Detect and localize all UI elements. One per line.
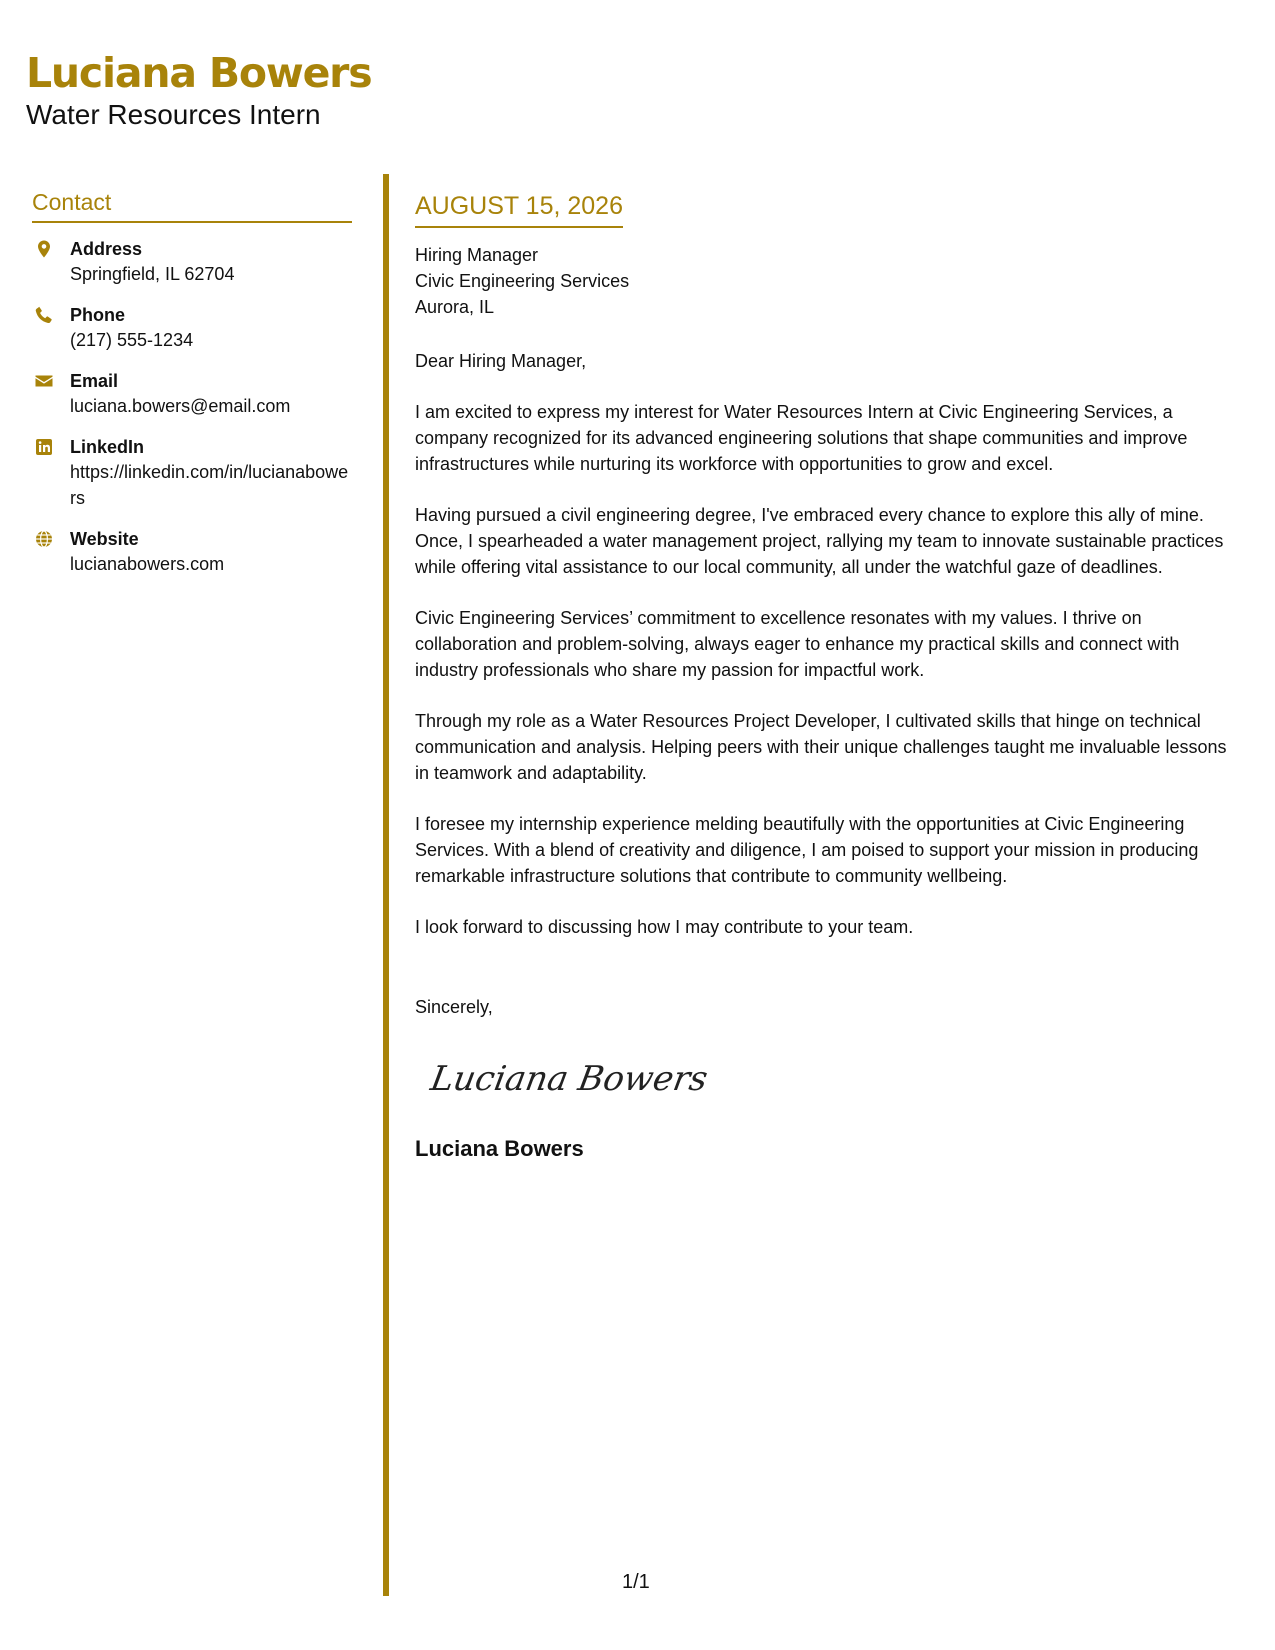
signature-text: Luciana Bowers (427, 1059, 711, 1099)
contact-item-linkedin (32, 435, 352, 511)
handwritten-signature (425, 1046, 711, 1106)
contact-item-address (32, 237, 352, 287)
phone-value: (217) 555-1234 (70, 330, 194, 350)
applicant-role: Water Resources Intern (26, 99, 321, 130)
salutation: Dear Hiring Manager, (415, 351, 587, 371)
contact-label: Email (70, 371, 119, 391)
recipient-company: Civic Engineering Services (415, 271, 630, 291)
globe-icon (34, 529, 54, 549)
contact-item-website (32, 527, 352, 577)
recipient-location: Aurora, IL (415, 297, 495, 317)
map-pin-icon (34, 239, 54, 259)
letter-paragraph: Through my role as a Water Resources Project Developer, I cultivated skills that hinge on technical communication and analysis. Helping peers with their unique challenges taught me invaluable lessons in teamwork and adaptability. (415, 711, 1227, 783)
letter-paragraph: Having pursued a civil engineering degree, I've embraced every chance to explore this ally of mine. Once, I spearheaded a water management project, rallying my team to innovate sustainable practices while offering vital assistance to our local community, all under the watchful gaze of deadlines. (415, 505, 1224, 577)
contact-label: LinkedIn (70, 437, 145, 457)
linkedin-icon (34, 437, 54, 457)
address-value: Springfield, IL 62704 (70, 264, 235, 284)
recipient-title: Hiring Manager (415, 245, 539, 265)
applicant-name: Luciana Bowers (26, 49, 372, 97)
email-value: luciana.bowers@email.com (70, 396, 291, 416)
letter-paragraph: I am excited to express my interest for Water Resources Intern at Civic Engineering Services, a company recognized for its advanced engineering solutions that shape communities and improve infrastructures while nurturing its workforce with opportunities to grow and excel. (415, 402, 1188, 474)
phone-icon (34, 305, 54, 325)
envelope-icon (34, 371, 54, 391)
contact-sidebar (32, 188, 352, 593)
contact-item-phone (32, 303, 352, 353)
letter-date: AUGUST 15, 2026 (415, 190, 623, 228)
letter-header (26, 48, 371, 132)
page-number: 1/1 (622, 1571, 650, 1593)
closing: Sincerely, (415, 997, 493, 1017)
letter-paragraph: I foresee my internship experience melding beautifully with the opportunities at Civic Engineering Services. With a blend of creativity and diligence, I am poised to support your mission in producing remarkable infrastructure solutions that contribute to community wellbeing. (415, 814, 1199, 886)
website-value: lucianabowers.com (70, 554, 225, 574)
letter-paragraph: Civic Engineering Services’ commitment to excellence resonates with my values. I thrive on collaboration and problem-solving, always eager to enhance my practical skills and connect with industry professionals who share my passion for impactful work. (415, 608, 1180, 680)
vertical-divider (383, 174, 389, 1596)
letter-body (415, 190, 1245, 1163)
contact-item-email (32, 369, 352, 419)
contact-heading: Contact (32, 188, 352, 223)
contact-label: Phone (70, 305, 126, 325)
letter-paragraph: I look forward to discussing how I may contribute to your team. (415, 917, 914, 937)
recipient-block (415, 242, 1245, 320)
contact-label: Address (70, 239, 143, 259)
contact-label: Website (70, 529, 139, 549)
signer-name: Luciana Bowers (415, 1136, 584, 1161)
linkedin-value: https://linkedin.com/in/lucianabowers (70, 462, 349, 508)
